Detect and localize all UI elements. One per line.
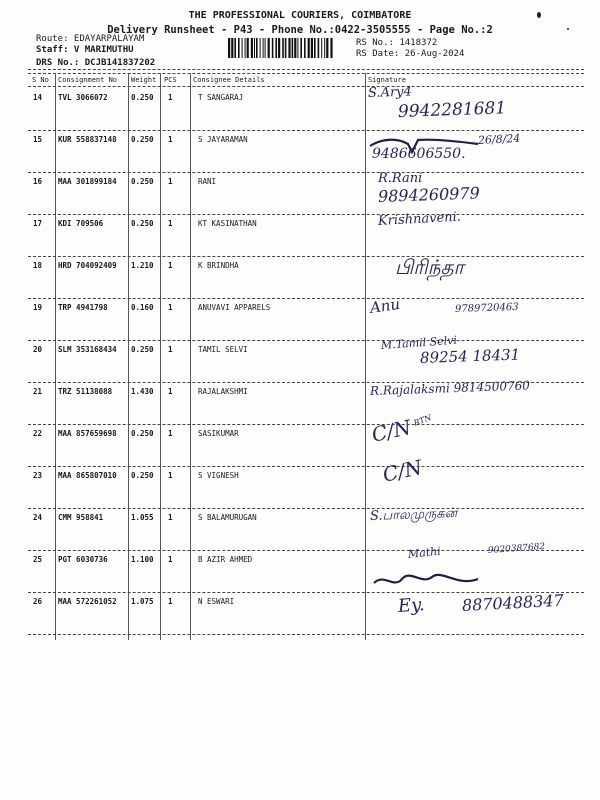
cell-weight: 1.075 <box>131 597 154 606</box>
cell-sno: 15 <box>33 135 43 144</box>
cell-sno: 18 <box>33 261 43 270</box>
cell-consignee: TAMIL SELVI <box>198 345 248 354</box>
column-divider <box>190 73 191 640</box>
signature-handwriting: M.Tamil Selvi <box>380 333 458 352</box>
cell-consignee: S JAYARAMAN <box>198 135 248 144</box>
cell-sno: 19 <box>33 303 43 312</box>
signature-handwriting: 9486606550. <box>372 146 466 162</box>
cell-weight: 0.250 <box>131 219 154 228</box>
cell-sno: 21 <box>33 387 43 396</box>
cell-pcs: 1 <box>168 555 173 564</box>
cell-consignee: N ESWARI <box>198 597 235 606</box>
signature-handwriting: R.Rajalaksmi 9814500760 <box>369 378 531 398</box>
signature-handwriting: R.Rani <box>378 171 423 186</box>
cell-sno: 23 <box>33 471 43 480</box>
signature-handwriting: S.Ary4 <box>367 84 413 101</box>
cell-weight: 0.250 <box>131 429 154 438</box>
col-header-sno: S No <box>32 76 49 84</box>
signature-handwriting: C/N <box>369 415 414 447</box>
column-divider <box>160 73 161 640</box>
cell-sno: 17 <box>33 219 43 228</box>
cell-sno: 20 <box>33 345 43 354</box>
cell-pcs: 1 <box>168 345 173 354</box>
signature-handwriting: Anu <box>368 294 402 317</box>
signature-handwriting: Ey. <box>397 594 426 617</box>
signature-phone-note: 8870488347 <box>461 590 565 615</box>
signature-handwriting: C/N <box>380 455 425 487</box>
company-title: THE PROFESSIONAL COURIERS, COIMBATORE <box>188 10 412 21</box>
cell-consignment: KUR 558837148 <box>58 135 117 144</box>
cell-consignment: MAA 865807010 <box>58 471 117 480</box>
cell-consignee: S VIGNESH <box>198 471 239 480</box>
drs-number: DRS No.: DCJB141837202 <box>36 58 156 68</box>
runsheet-subtitle: Delivery Runsheet - P43 - Phone No.:0422-3505555 - Page No.:2 <box>107 24 493 36</box>
route-label: Route: EDAYARPALAYAM <box>36 34 145 44</box>
header-divider-top <box>28 69 584 70</box>
cell-sno: 22 <box>33 429 43 438</box>
col-header-signature: Signature <box>368 76 406 84</box>
row-divider <box>28 508 584 509</box>
cell-pcs: 1 <box>168 429 173 438</box>
cell-weight: 0.250 <box>131 345 154 354</box>
cell-consignment: MAA 301899184 <box>58 177 117 186</box>
table-header-rule <box>28 86 584 87</box>
cell-sno: 25 <box>33 555 43 564</box>
row-divider <box>28 592 584 593</box>
signature-phone-note: 26/8/24 <box>477 131 521 147</box>
cell-consignee: SASIKUMAR <box>198 429 239 438</box>
cell-weight: 0.250 <box>131 471 154 480</box>
signature-scribble <box>368 136 488 156</box>
staff-label: Staff: V MARIMUTHU <box>36 45 134 55</box>
cell-pcs: 1 <box>168 597 173 606</box>
col-header-pcs: PCS <box>164 76 177 84</box>
signature-handwriting: Mathi <box>407 544 442 561</box>
cell-consignee: B AZIR AHMED <box>198 555 253 564</box>
cell-sno: 24 <box>33 513 43 522</box>
cell-consignment: TVL 3066072 <box>58 93 108 102</box>
cell-consignment: CMM 958841 <box>58 513 104 522</box>
cell-consignee: KT KASINATHAN <box>198 219 257 228</box>
signature-handwriting: S.பாலமுருகன் <box>369 505 458 524</box>
cell-consignment: TRZ 51138088 <box>58 387 113 396</box>
col-header-consignment: Consignment No <box>58 76 118 84</box>
cell-pcs: 1 <box>168 177 173 186</box>
cell-consignment: PGT 6030736 <box>58 555 108 564</box>
column-divider <box>365 73 366 640</box>
cell-pcs: 1 <box>168 219 173 228</box>
col-header-weight: Weight <box>131 76 157 84</box>
cell-consignee: RAJALAKSHMI <box>198 387 248 396</box>
row-divider <box>28 214 584 215</box>
signature-phone-note: RTN <box>412 413 433 428</box>
cell-consignee: T SANGARAJ <box>198 93 244 102</box>
signature-handwriting: Krishnaveni. <box>377 209 462 229</box>
row-divider <box>28 130 584 131</box>
column-divider <box>128 73 129 640</box>
rs-date: RS Date: 26-Aug-2024 <box>356 49 465 59</box>
cell-pcs: 1 <box>168 303 173 312</box>
cell-weight: 1.100 <box>131 555 154 564</box>
row-divider <box>28 634 584 635</box>
cell-weight: 0.250 <box>131 177 154 186</box>
cell-consignee: RANI <box>198 177 217 186</box>
row-divider <box>28 340 584 341</box>
cell-consignee: ANUVAVI APPARELS <box>198 303 271 312</box>
signature-phone-note: 9942281681 <box>397 98 507 122</box>
barcode-image <box>228 38 334 58</box>
cell-pcs: 1 <box>168 93 173 102</box>
cell-pcs: 1 <box>168 471 173 480</box>
cell-sno: 26 <box>33 597 43 606</box>
cell-consignment: MAA 857659698 <box>58 429 117 438</box>
cell-sno: 16 <box>33 177 43 186</box>
cell-consignment: HRD 704092409 <box>58 261 117 270</box>
cell-weight: 0.160 <box>131 303 154 312</box>
row-divider <box>28 466 584 467</box>
cell-consignment: TRP 4941798 <box>58 303 108 312</box>
cell-consignee: S BALAMURUGAN <box>198 513 257 522</box>
cell-weight: 1.210 <box>131 261 154 270</box>
col-header-consignee: Consignee Details <box>193 76 265 84</box>
cell-consignee: K BRINDHA <box>198 261 239 270</box>
row-divider <box>28 424 584 425</box>
signature-phone-note: 89254 18431 <box>419 345 521 367</box>
cell-pcs: 1 <box>168 135 173 144</box>
cell-weight: 0.250 <box>131 135 154 144</box>
signature-handwriting: பிரிந்தா <box>395 255 464 279</box>
signature-phone-note: 9894260979 <box>377 183 481 206</box>
ink-mark <box>567 28 569 30</box>
cell-sno: 14 <box>33 93 43 102</box>
cell-consignment: KDI 709506 <box>58 219 104 228</box>
cell-weight: 1.055 <box>131 513 154 522</box>
cell-consignment: SLM 353168434 <box>58 345 117 354</box>
cell-pcs: 1 <box>168 261 173 270</box>
rs-number: RS No.: 1418372 <box>356 38 438 48</box>
signature-phone-note: 9789720463 <box>454 301 519 315</box>
cell-pcs: 1 <box>168 513 173 522</box>
row-divider <box>28 298 584 299</box>
row-divider <box>28 256 584 257</box>
cell-weight: 1.430 <box>131 387 154 396</box>
cell-consignment: MAA 572261052 <box>58 597 117 606</box>
table-top-rule <box>28 73 584 74</box>
column-divider <box>55 73 56 640</box>
signature-phone-note: 9020387682 <box>487 542 546 556</box>
row-divider <box>28 172 584 173</box>
ink-mark <box>537 12 541 18</box>
cell-pcs: 1 <box>168 387 173 396</box>
signature-scribble <box>372 571 482 591</box>
cell-weight: 0.250 <box>131 93 154 102</box>
